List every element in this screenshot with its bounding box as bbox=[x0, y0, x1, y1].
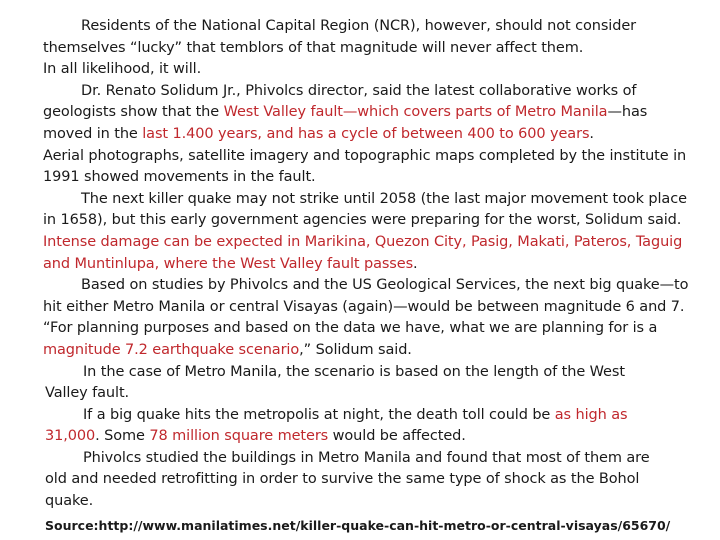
paragraph-line bbox=[43, 232, 706, 254]
paragraph-line: themselves “lucky” that temblors of that magnitude will never affect them. bbox=[43, 39, 584, 56]
highlighted-text: and Muntinlupa, where the West Valley fault passes bbox=[43, 255, 414, 272]
paragraph-line: 1991 showed movements in the fault. bbox=[43, 169, 316, 186]
paragraph-line: 31,000. Some 78 million square meters would be affected. bbox=[45, 428, 466, 445]
highlighted-text: as high as bbox=[554, 406, 628, 423]
paragraph-line: quake. bbox=[45, 493, 94, 510]
paragraph-line: moved in the last 1.400 years, and has a cycle of between 400 to 600 years. bbox=[43, 125, 594, 142]
paragraph-line: Valley fault. bbox=[45, 385, 130, 402]
paragraph-line: The next killer quake may not strike until 2058 (the last major movement took place bbox=[81, 190, 687, 207]
paragraph-line: “For planning purposes and based on the data we have, what we are planning for is a bbox=[43, 320, 658, 337]
paragraph-line: geologists show that the West Valley fault—which covers parts of Metro Manila—has bbox=[43, 104, 648, 121]
paragraph-line: and Muntinlupa, where the West Valley fault passes. bbox=[43, 255, 418, 272]
paragraph-line: Residents of the National Capital Region (NCR), however, should not consider bbox=[81, 18, 637, 34]
paragraph-line: old and needed retrofitting in order to survive the same type of shock as the Bohol bbox=[45, 471, 640, 488]
paragraph-line: in 1658), but this early government agencies were preparing for the worst, Solidum said. bbox=[43, 212, 682, 229]
highlighted-text: last 1.400 years, and has a cycle of between 400 to 600 years bbox=[142, 125, 590, 142]
paragraph-line: If a big quake hits the metropolis at night, the death toll could be as high as bbox=[83, 406, 628, 423]
paragraph-line: hit either Metro Manila or central Visayas (again)—would be between magnitude 6 and 7. bbox=[43, 298, 685, 315]
paragraph-line: In all likelihood, it will. bbox=[43, 61, 202, 78]
paragraph-line: Based on studies by Phivolcs and the US Geological Services, the next big quake—to bbox=[81, 277, 689, 294]
paragraph-line: Aerial photographs, satellite imagery and topographic maps completed by the institute in bbox=[43, 147, 687, 164]
highlighted-text: 31,000 bbox=[45, 428, 96, 445]
paragraph-line: Phivolcs studied the buildings in Metro Manila and found that most of them are bbox=[83, 449, 650, 466]
highlighted-text: 78 million square meters bbox=[149, 428, 329, 445]
highlighted-text: West Valley fault—which covers parts of Metro Manila bbox=[223, 104, 608, 121]
highlighted-text: Intense damage can be expected in Marikina, Quezon City, Pasig, Makati, Pateros, Taguig bbox=[43, 233, 683, 250]
highlighted-text: magnitude 7.2 earthquake scenario bbox=[43, 341, 300, 358]
source-citation: Source:http://www.manilatimes.net/killer-quake-can-hit-metro-or-central-visayas/65670/ bbox=[45, 517, 671, 533]
paragraph-line: magnitude 7.2 earthquake scenario,” Solidum said. bbox=[43, 341, 412, 358]
paragraph-line: In the case of Metro Manila, the scenario is based on the length of the West bbox=[83, 363, 625, 380]
paragraph-line: Dr. Renato Solidum Jr., Phivolcs director, said the latest collaborative works of bbox=[81, 82, 637, 99]
